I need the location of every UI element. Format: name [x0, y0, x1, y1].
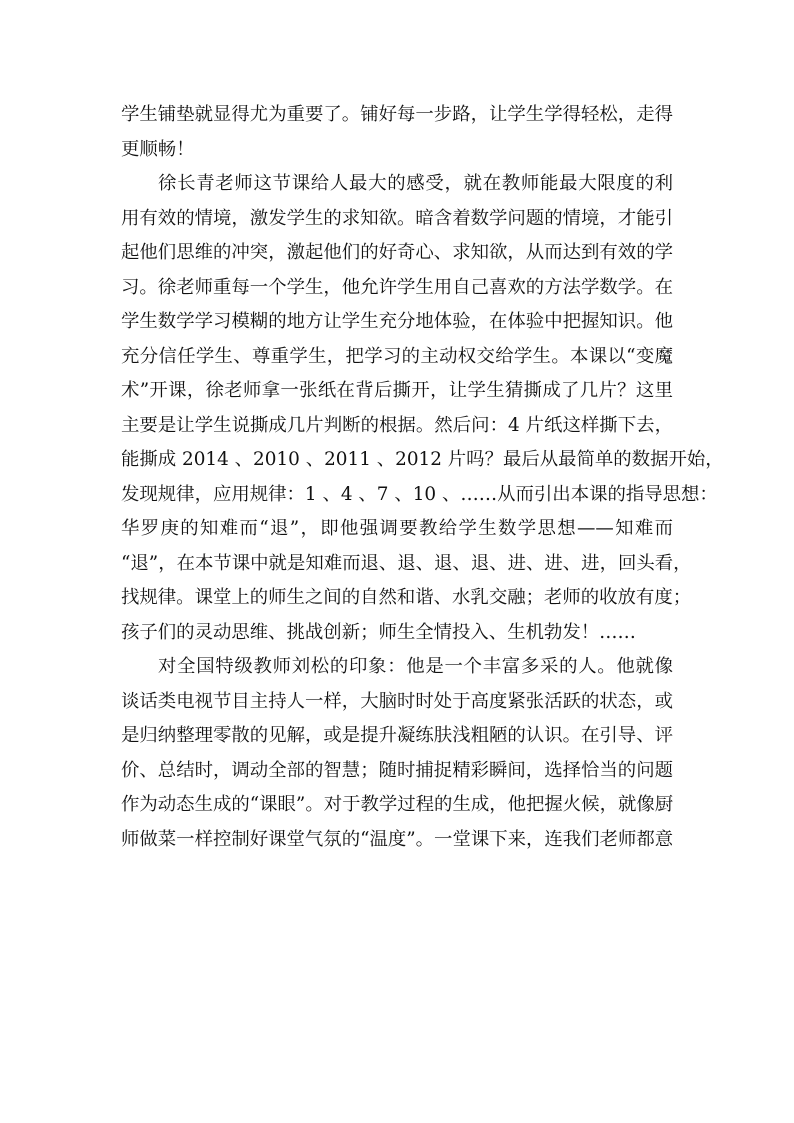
text-line: 主要是让学生说撕成几片判断的根据。然后问：4 片纸这样撕下去，	[121, 414, 673, 436]
text-line: 学生铺垫就显得尤为重要了。铺好每一步路，让学生学得轻松，走得	[121, 104, 673, 125]
text-line: 用有效的情境，激发学生的求知欲。暗含着数学问题的情境，才能引	[121, 207, 673, 229]
text-line: 价、总结时，调动全部的智慧；随时捕捉精彩瞬间，选择恰当的问题	[121, 759, 673, 781]
text-line: 习。徐老师重每一个学生，他允许学生用自己喜欢的方法学数学。在	[121, 276, 673, 298]
text-line: 师做菜一样控制好课堂气氛的“温度”。一堂课下来，连我们老师都意	[121, 828, 674, 850]
text-line: 孩子们的灵动思维、挑战创新；师生全情投入、生机勃发！……	[121, 621, 636, 643]
text-line: 作为动态生成的“课眼”。对于教学过程的生成，他把握火候，就像厨	[121, 794, 674, 815]
text-line: 是归纳整理零散的见解，或是提升凝练肤浅粗陋的认识。在引导、评	[121, 725, 673, 746]
body-text	[121, 98, 724, 857]
text-line: 学生数学学习模糊的地方让学生充分地体验，在体验中把握知识。他	[121, 311, 673, 332]
text-line: 发现规律，应用规律：1 、4 、7 、10 、……从而引出本课的指导思想：	[121, 483, 718, 505]
text-line: 华罗庚的知难而“退”，即他强调要教给学生数学思想——知难而	[121, 518, 673, 539]
text-line: 起他们思维的冲突，激起他们的好奇心、求知欲，从而达到有效的学	[121, 242, 673, 263]
text-line: 能撕成 2014 、2010 、2011 、2012 片吗？最后从最简单的数据开始，	[121, 449, 724, 470]
paragraph-3	[121, 650, 673, 857]
text-line: 对全国特级教师刘松的印象：他是一个丰富多采的人。他就像	[158, 656, 673, 677]
paragraph-1	[121, 98, 673, 167]
text-line: 更顺畅！	[121, 138, 195, 160]
text-line: “退”，在本节课中就是知难而退、退、退、退、进、进、进，回头看，	[121, 552, 692, 574]
text-line: 徐长青老师这节课给人最大的感受，就在教师能最大限度的利	[158, 173, 673, 194]
text-line: 术”开课，徐老师拿一张纸在背后撕开，让学生猜撕成了几片？这里	[121, 380, 673, 401]
text-line: 充分信任学生、尊重学生，把学习的主动权交给学生。本课以“变魔	[121, 345, 673, 367]
paragraph-2	[121, 167, 724, 650]
text-line: 找规律。课堂上的师生之间的自然和谐、水乳交融；老师的收放有度；	[121, 587, 692, 608]
text-line: 谈话类电视节目主持人一样，大脑时时处于高度紧张活跃的状态，或	[121, 690, 673, 712]
